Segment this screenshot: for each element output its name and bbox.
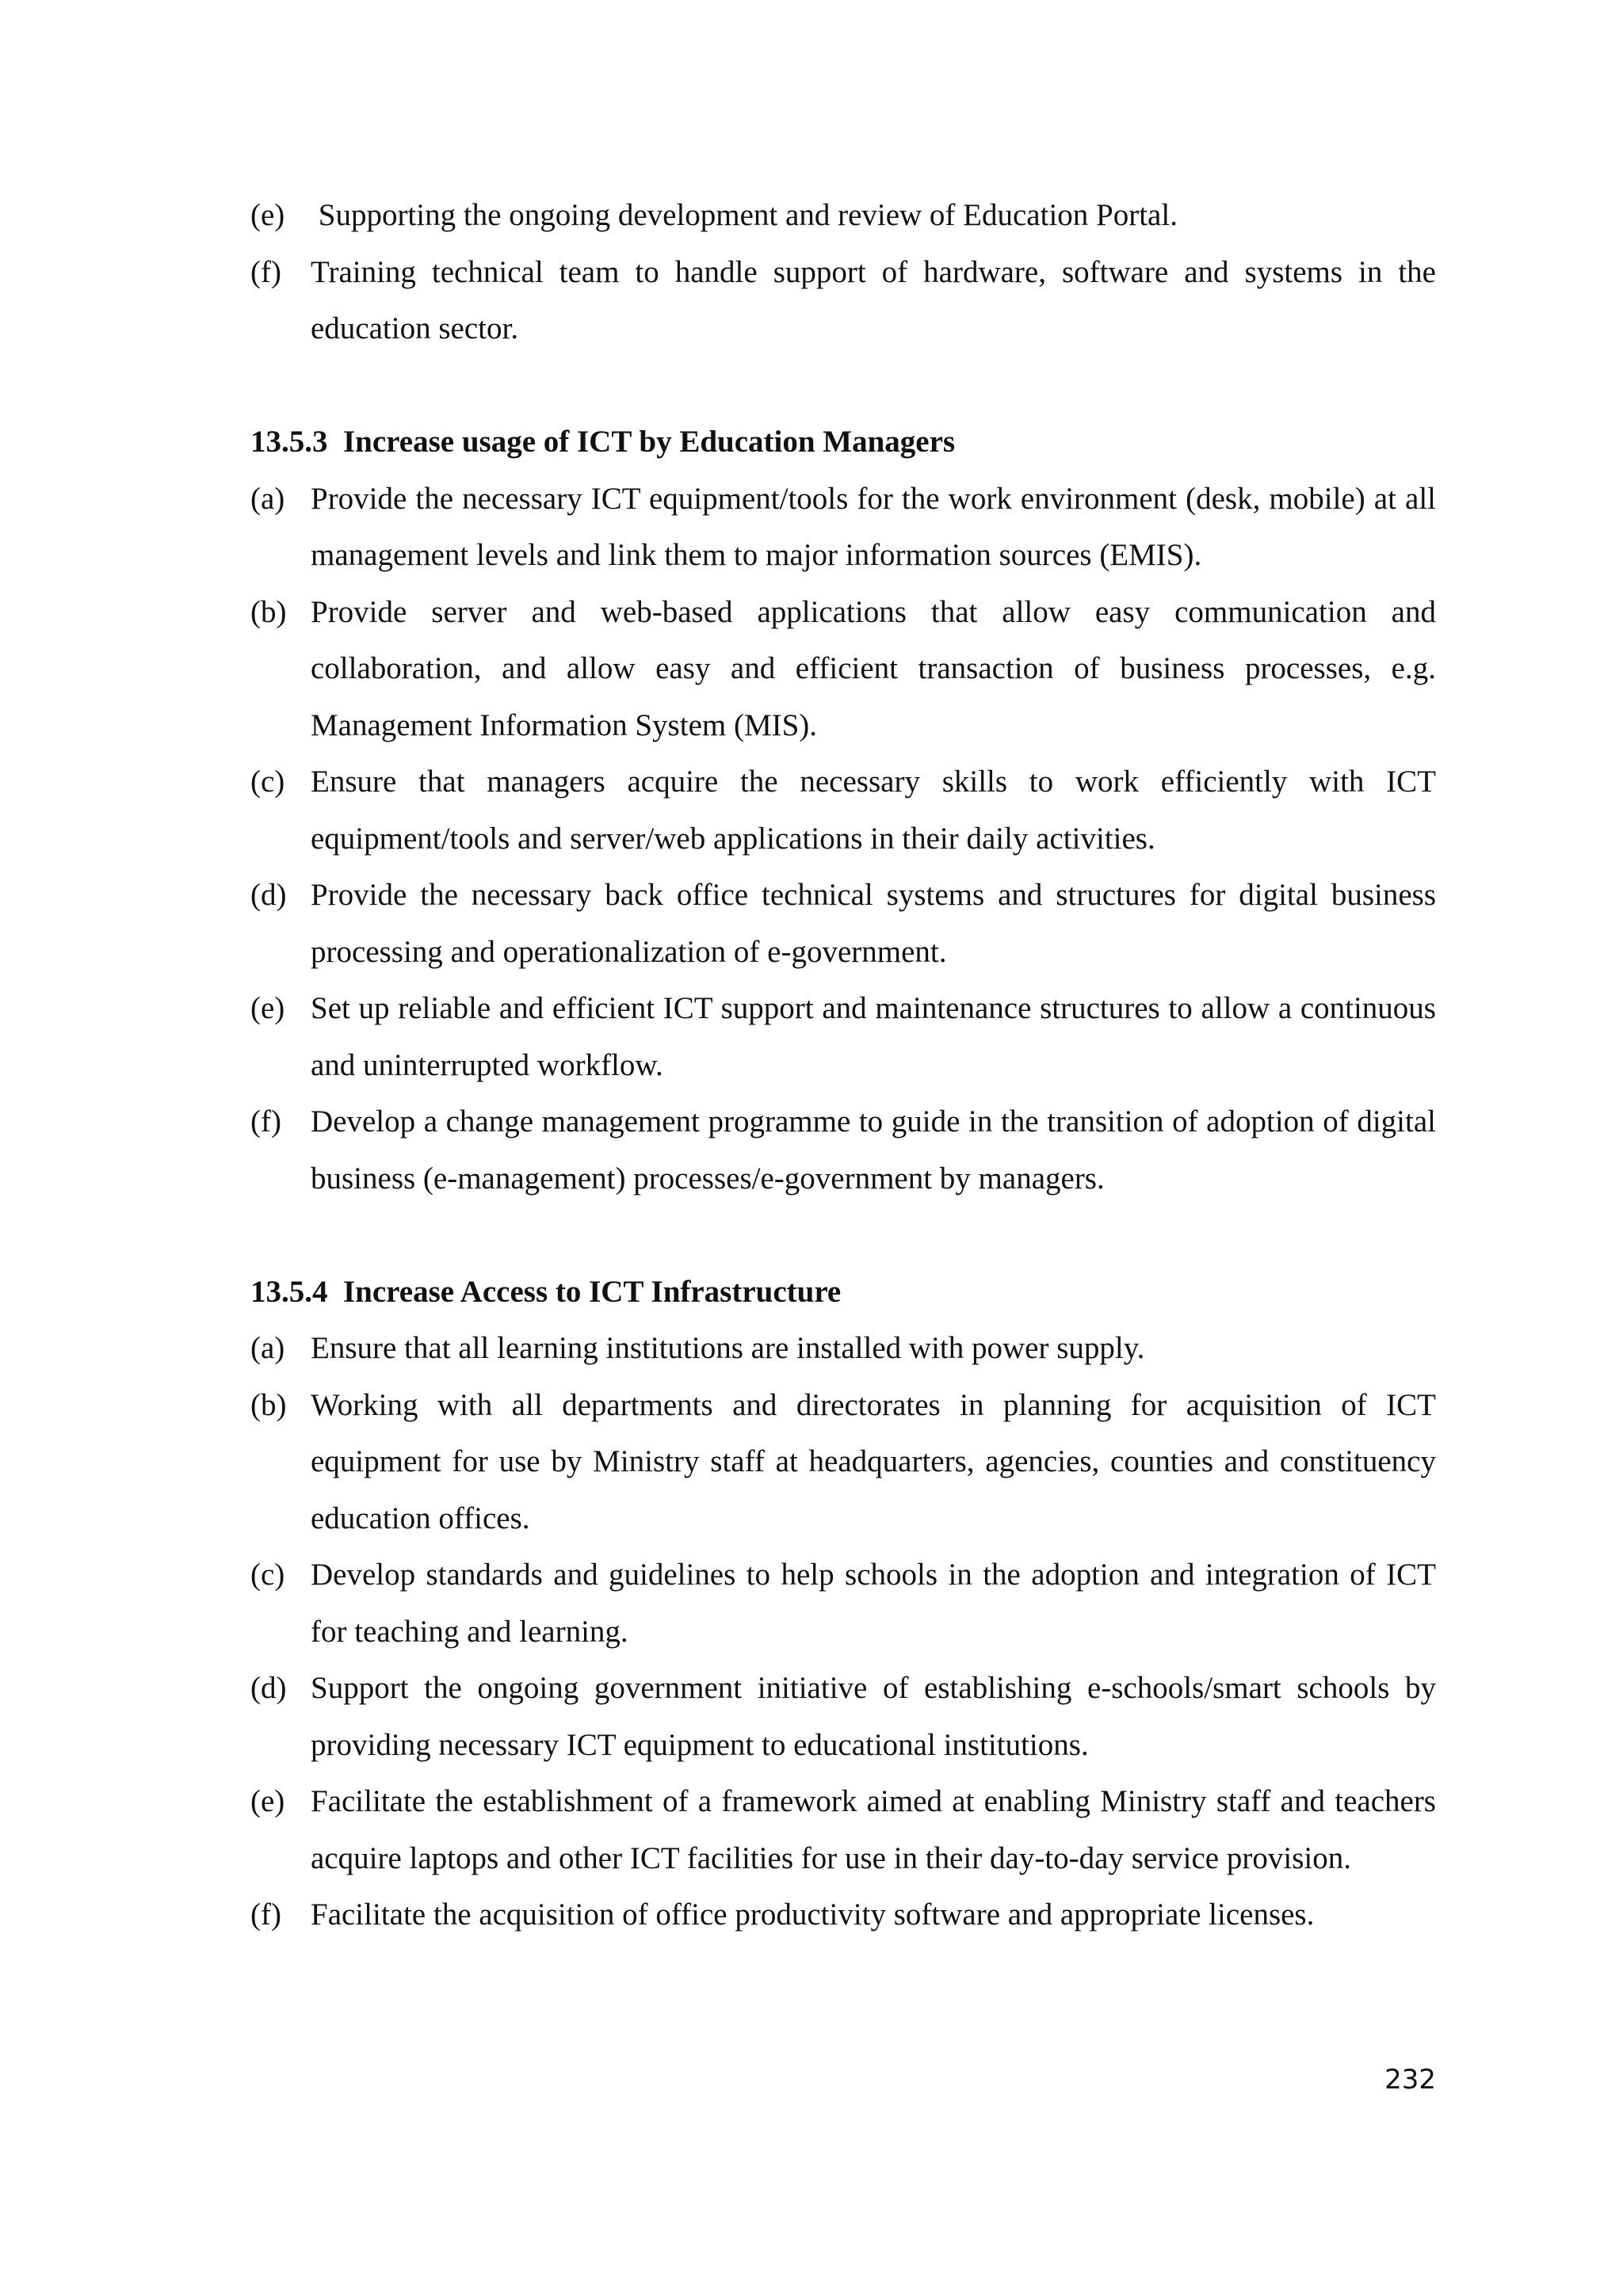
item-marker: (a) xyxy=(250,1331,285,1365)
section-heading: 13.5.3 Increase usage of ICT by Education Managers xyxy=(250,425,956,459)
list-item xyxy=(250,1377,1436,1547)
list-item xyxy=(250,980,1436,1093)
item-text: Develop standards and guidelines to help schools in the adoption and integration of ICT for teaching and learning. xyxy=(311,1558,1436,1649)
list-item xyxy=(250,1886,1436,1943)
item-text: Provide the necessary back office technical systems and structures for digital business processing and operationalization of e-government. xyxy=(311,878,1436,969)
item-text: Facilitate the establishment of a framework aimed at enabling Ministry staff and teachers acquire laptops and other ICT facilities for use in their day-to-day service provision. xyxy=(311,1784,1436,1875)
list-item xyxy=(250,753,1436,867)
item-marker: (d) xyxy=(250,1671,287,1705)
list-item xyxy=(250,1093,1436,1207)
page-number: 232 xyxy=(1384,2064,1436,2096)
item-marker: (f) xyxy=(250,254,281,289)
item-marker: (a) xyxy=(250,481,285,516)
page-body xyxy=(250,187,1436,1943)
item-marker: (f) xyxy=(250,1897,281,1932)
item-text: Develop a change management programme to guide in the transition of adoption of digital business (e-management) processes/e-government by managers. xyxy=(311,1104,1436,1196)
item-text: Working with all departments and directorates in planning for acquisition of ICT equipment for use by Ministry staff at headquarters, agencies, counties and constituency education offices. xyxy=(311,1387,1436,1535)
item-marker: (d) xyxy=(250,878,287,912)
item-text: Provide server and web-based applications that allow easy communication and collaboration, and allow easy and efficient transaction of business processes, e.g. Management Information System (MIS). xyxy=(311,594,1436,742)
section-heading: 13.5.4 Increase Access to ICT Infrastructure xyxy=(250,1274,842,1309)
item-text: Training technical team to handle support of hardware, software and systems in the education sector. xyxy=(311,254,1436,345)
list-item xyxy=(250,1320,1436,1377)
item-marker: (b) xyxy=(250,594,287,629)
item-marker: (c) xyxy=(250,765,285,799)
list-item xyxy=(250,867,1436,980)
item-marker: (c) xyxy=(250,1558,285,1592)
item-marker: (e) xyxy=(250,198,285,232)
list-item xyxy=(250,1547,1436,1660)
item-text: Facilitate the acquisition of office productivity software and appropriate licenses. xyxy=(311,1897,1315,1932)
item-text: Supporting the ongoing development and review of Education Portal. xyxy=(311,198,1178,232)
list-item xyxy=(250,244,1436,357)
section-13-5-4 xyxy=(250,1264,1436,1943)
list-item xyxy=(250,1660,1436,1773)
section-13-5-3 xyxy=(250,414,1436,1207)
item-text: Ensure that managers acquire the necessary skills to work efficiently with ICT equipment/tools and server/web applications in their daily activities. xyxy=(311,765,1436,856)
list-item xyxy=(250,584,1436,754)
item-text: Provide the necessary ICT equipment/tools for the work environment (desk, mobile) at all management levels and link them to major information sources (EMIS). xyxy=(311,481,1436,572)
item-marker: (b) xyxy=(250,1387,287,1422)
item-marker: (e) xyxy=(250,991,285,1025)
list-item xyxy=(250,471,1436,584)
intro-list xyxy=(250,187,1436,357)
item-text: Set up reliable and efficient ICT support and maintenance structures to allow a continuous and uninterrupted workflow. xyxy=(311,991,1436,1082)
list-item xyxy=(250,187,1436,244)
item-text: Support the ongoing government initiative of establishing e-schools/smart schools by providing necessary ICT equipment to educational institutions. xyxy=(311,1671,1436,1762)
item-marker: (f) xyxy=(250,1104,281,1138)
item-marker: (e) xyxy=(250,1784,285,1818)
item-text: Ensure that all learning institutions are installed with power supply. xyxy=(311,1331,1145,1365)
list-item xyxy=(250,1773,1436,1886)
